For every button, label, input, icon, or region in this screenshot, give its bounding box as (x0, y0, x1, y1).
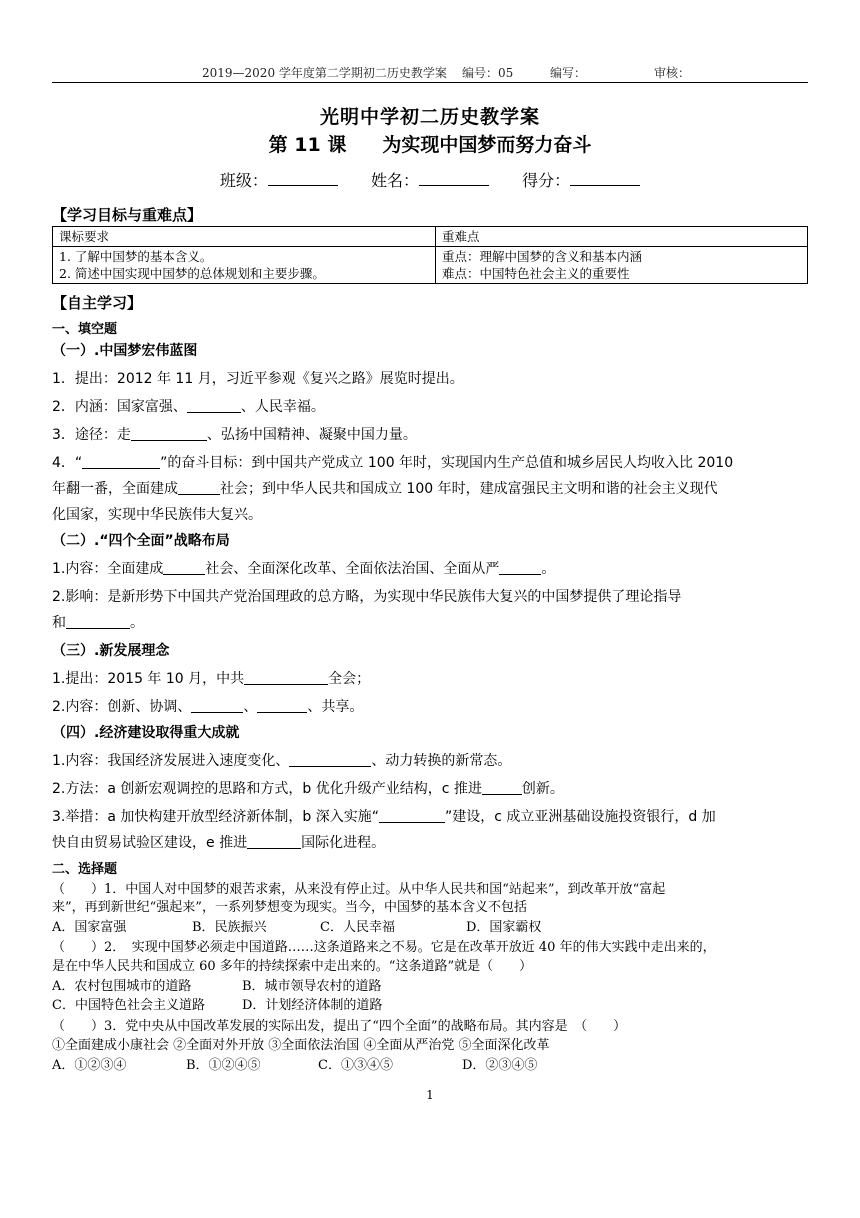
fill-3-1: 1.提出：2015 年 10 月，中共 全会； (52, 671, 371, 687)
student-info (52, 168, 808, 191)
blank[interactable] (82, 453, 160, 469)
name-field[interactable] (419, 171, 489, 186)
fill-1-6: 化国家，实现中华民族伟大复兴。 (52, 507, 262, 523)
q3-option-c[interactable]: C．①③④⑤ (318, 1058, 393, 1073)
fill-section-2: （二）.“四个全面”战略布局 (52, 533, 230, 549)
blank[interactable] (66, 613, 130, 629)
school-title: 光明中学初二历史教学案 (319, 106, 540, 128)
q1-line-1: （ ）1．中国人对中国梦的艰苦求索，从来没有停止过。从中华人民共和国“站起来”，到改革开放“富起 (52, 882, 666, 897)
q2-options-2 (52, 994, 382, 1013)
lesson-title (52, 130, 808, 157)
goals-requirements-cell (53, 247, 436, 284)
goals-col-requirements: 课标要求 (53, 227, 436, 247)
requirement-1: 1. 了解中国梦的基本含义。 (59, 249, 213, 264)
blank[interactable] (482, 779, 522, 795)
class-field[interactable] (268, 171, 338, 186)
q3-options (52, 1054, 537, 1073)
q3-line-2: ①全面建成小康社会 ②全面对外开放 ③全面依法治国 ④全面从严治党 ⑤全面深化改革 (52, 1038, 550, 1053)
goals-heading: 【学习目标与重难点】 (52, 206, 203, 224)
fill-1-3: 3．途径：走 、弘扬中国精神、凝聚中国力量。 (52, 427, 417, 443)
q1-option-b[interactable]: B．民族振兴 (192, 920, 267, 935)
number-label: 编号：05 (462, 66, 514, 80)
fill-heading: 一、填空题 (52, 322, 118, 337)
blank[interactable] (499, 559, 541, 575)
q1-option-a[interactable]: A．国家富强 (52, 920, 127, 935)
blank[interactable] (191, 697, 243, 713)
class-label: 班级： (219, 171, 268, 190)
blank[interactable] (257, 697, 307, 713)
fill-4-4: 快自由贸易试验区建设，e 推进 国际化进程。 (52, 835, 386, 851)
q1-option-c[interactable]: C．人民幸福 (320, 920, 395, 935)
q2-option-d[interactable]: D．计划经济体制的道路 (242, 998, 383, 1013)
fill-1-5: 年翻一番，全面建成 社会；到中华人民共和国成立 100 年时，建成富强民主文明和谐的社会主义现代 (52, 481, 718, 497)
q3-option-d[interactable]: D．②③④⑤ (462, 1058, 538, 1073)
q2-line-1: （ ）2． 实现中国梦必须走中国道路……这条道路来之不易。它是在改革开放近 40 年的伟大实践中走出来的， (52, 940, 716, 955)
difficult-point: 难点：中国特色社会主义的重要性 (442, 266, 630, 281)
score-field[interactable] (570, 171, 640, 186)
q2-option-c[interactable]: C．中国特色社会主义道路 (52, 998, 205, 1013)
q2-option-a[interactable]: A．农村包围城市的道路 (52, 979, 192, 994)
q3-line-1: （ ）3．党中央从中国改革发展的实际出发，提出了“四个全面”的战略布局。其内容是 （ ） (52, 1019, 627, 1034)
blank[interactable] (289, 751, 371, 767)
lesson-number: 第 11 课 (268, 134, 347, 156)
page-header (52, 60, 808, 83)
score-label: 得分： (522, 171, 571, 190)
q1-options (52, 916, 541, 935)
page-number: 1 (426, 1088, 434, 1102)
fill-4-3: 3.举措：a 加快构建开放型经济新体制，b 深入实施“ ”建设，c 成立亚洲基础设施投资银行，d 加 (52, 809, 716, 825)
q1-line-2: 来”，再到新世纪“强起来”，一系列梦想变为现实。当今，中国梦的基本含义不包括 (52, 900, 527, 915)
fill-section-3: （三）.新发展理念 (52, 643, 170, 659)
q2-options-1 (52, 975, 382, 994)
name-label: 姓名： (370, 171, 419, 190)
fill-2-3: 和 。 (52, 615, 144, 631)
goals-table (52, 226, 808, 284)
fill-4-1: 1.内容：我国经济发展进入速度变化、 、动力转换的新常态。 (52, 753, 512, 769)
writer-label: 编写： (550, 66, 587, 80)
blank[interactable] (131, 425, 207, 441)
blank[interactable] (379, 807, 445, 823)
blank[interactable] (163, 559, 205, 575)
fill-1-1: 1．提出：2012 年 11 月，习近平参观《复兴之路》展览时提出。 (52, 371, 464, 387)
q3-option-a[interactable]: A．①②③④ (52, 1058, 127, 1073)
fill-1-2: 2．内涵：国家富强、 、人民幸福。 (52, 399, 325, 415)
reviewer-label: 审核： (654, 66, 691, 80)
requirement-2: 2. 简述中国实现中国梦的总体规划和主要步骤。 (59, 266, 325, 281)
blank[interactable] (247, 833, 301, 849)
choice-heading: 二、选择题 (52, 862, 118, 877)
fill-4-2: 2.方法：a 创新宏观调控的思路和方式，b 优化升级产业结构，c 推进 创新。 (52, 781, 564, 797)
lesson-name: 为实现中国梦而努力奋斗 (382, 134, 592, 156)
blank[interactable] (178, 479, 220, 495)
fill-section-1: （一）.中国梦宏伟蓝图 (52, 343, 198, 359)
fill-section-4: （四）.经济建设取得重大成就 (52, 725, 240, 741)
goals-col-key-points: 重难点 (436, 227, 808, 247)
goals-key-points-cell (436, 247, 808, 284)
self-study-heading: 【自主学习】 (52, 294, 143, 312)
blank[interactable] (187, 397, 241, 413)
key-point: 重点：理解中国梦的含义和基本内涵 (442, 249, 643, 264)
q1-option-d[interactable]: D．国家霸权 (466, 920, 542, 935)
blank[interactable] (244, 669, 328, 685)
fill-2-1: 1.内容：全面建成 社会、全面深化改革、全面依法治国、全面从严 。 (52, 561, 556, 577)
q3-option-b[interactable]: B．①②④⑤ (186, 1058, 261, 1073)
fill-1-4: 4．“ ”的奋斗目标：到中国共产党成立 100 年时，实现国内生产总值和城乡居民人均收入比 2010 (52, 455, 734, 471)
term-label: 2019—2020 学年度第二学期初二历史教学案 (202, 66, 447, 80)
fill-3-2: 2.内容：创新、协调、 、 、共享。 (52, 699, 364, 715)
q2-option-b[interactable]: B．城市领导农村的道路 (242, 979, 382, 994)
fill-2-2: 2.影响：是新形势下中国共产党治国理政的总方略，为实现中华民族伟大复兴的中国梦提供了理论指导 (52, 589, 682, 605)
q2-line-2: 是在中华人民共和国成立 60 多年的持续探索中走出来的。“这条道路”就是（ ） (52, 959, 533, 974)
